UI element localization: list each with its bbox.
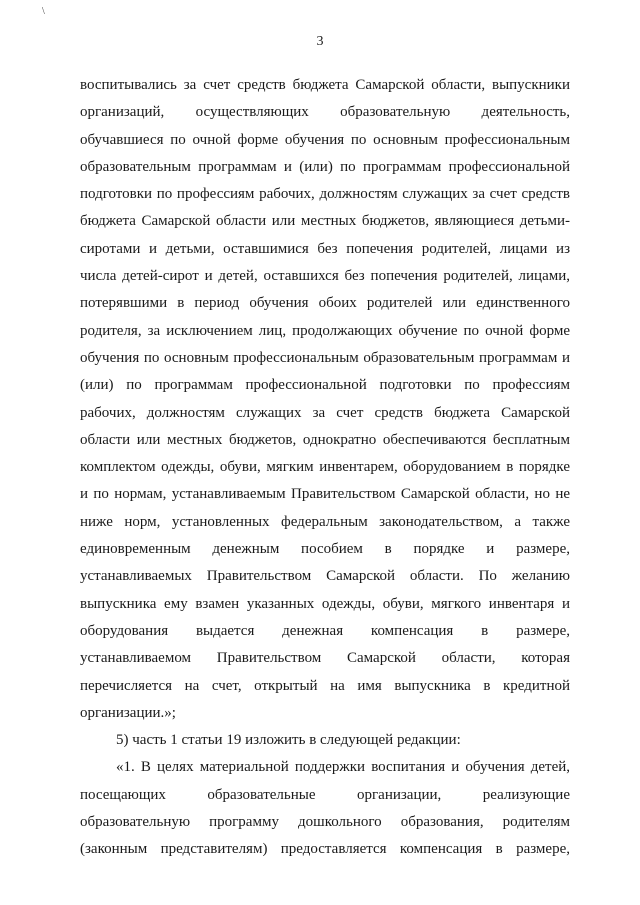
text-line: сиротами и детьми, оставшимися без попечения родителей, лицами из <box>80 240 570 257</box>
text-line: образовательным программам и (или) по программам профессиональной <box>80 158 570 175</box>
text-line: 5) часть 1 статьи 19 изложить в следующей редакции: <box>116 732 461 749</box>
text-line: и по нормам, устанавливаемым Правительством Самарской области, но не <box>80 486 570 503</box>
text-line: (или) по программам профессиональной подготовки по профессиям <box>80 377 570 394</box>
text-line: посещающих образовательные организации, реализующие <box>80 786 570 803</box>
text-line: бюджета Самарской области или местных бюджетов, являющиеся детьми- <box>80 213 570 230</box>
text-line: рабочих, должностям служащих за счет средств бюджета Самарской <box>80 404 570 421</box>
text-line: выпускника ему взамен указанных одежды, обуви, мягкого инвентаря и <box>80 595 570 612</box>
text-line: образовательную программу дошкольного образования, родителям <box>80 814 570 831</box>
text-line: единовременным денежным пособием в порядке и размере, <box>80 541 570 558</box>
text-line: комплектом одежды, обуви, мягким инвентарем, оборудованием в порядке <box>80 459 570 476</box>
corner-mark: \ <box>42 6 45 17</box>
text-line: потерявшими в период обучения обоих родителей или единственного <box>80 295 570 312</box>
page-number: 3 <box>316 34 324 49</box>
text-line: подготовки по профессиям рабочих, должностям служащих за счет средств <box>80 186 570 203</box>
text-line: (законным представителям) предоставляется компенсация в размере, <box>80 841 570 858</box>
text-line: устанавливаемых Правительством Самарской области. По желанию <box>80 568 570 585</box>
text-line: перечисляется на счет, открытый на имя выпускника в кредитной <box>80 677 570 694</box>
text-line: обучавшиеся по очной форме обучения по основным профессиональным <box>80 131 570 148</box>
text-line: обучения по основным профессиональным образовательным программам и <box>80 349 570 366</box>
text-line: организаций, осуществляющих образовательную деятельность, <box>80 104 570 121</box>
text-line: «1. В целях материальной поддержки воспитания и обучения детей, <box>116 759 570 776</box>
text-line: родителя, за исключением лиц, продолжающих обучение по очной форме <box>80 322 570 339</box>
text-line: оборудования выдается денежная компенсация в размере, <box>80 622 570 639</box>
text-line: ниже норм, установленных федеральным законодательством, а также <box>80 513 570 530</box>
document-body <box>80 72 570 864</box>
text-line: области или местных бюджетов, однократно обеспечиваются бесплатным <box>80 431 570 448</box>
text-line: организации.»; <box>80 704 176 721</box>
text-line: устанавливаемом Правительством Самарской области, которая <box>80 650 570 667</box>
text-line: числа детей-сирот и детей, оставшихся без попечения родителей, лицами, <box>80 268 570 285</box>
text-line: воспитывались за счет средств бюджета Самарской области, выпускники <box>80 77 570 93</box>
